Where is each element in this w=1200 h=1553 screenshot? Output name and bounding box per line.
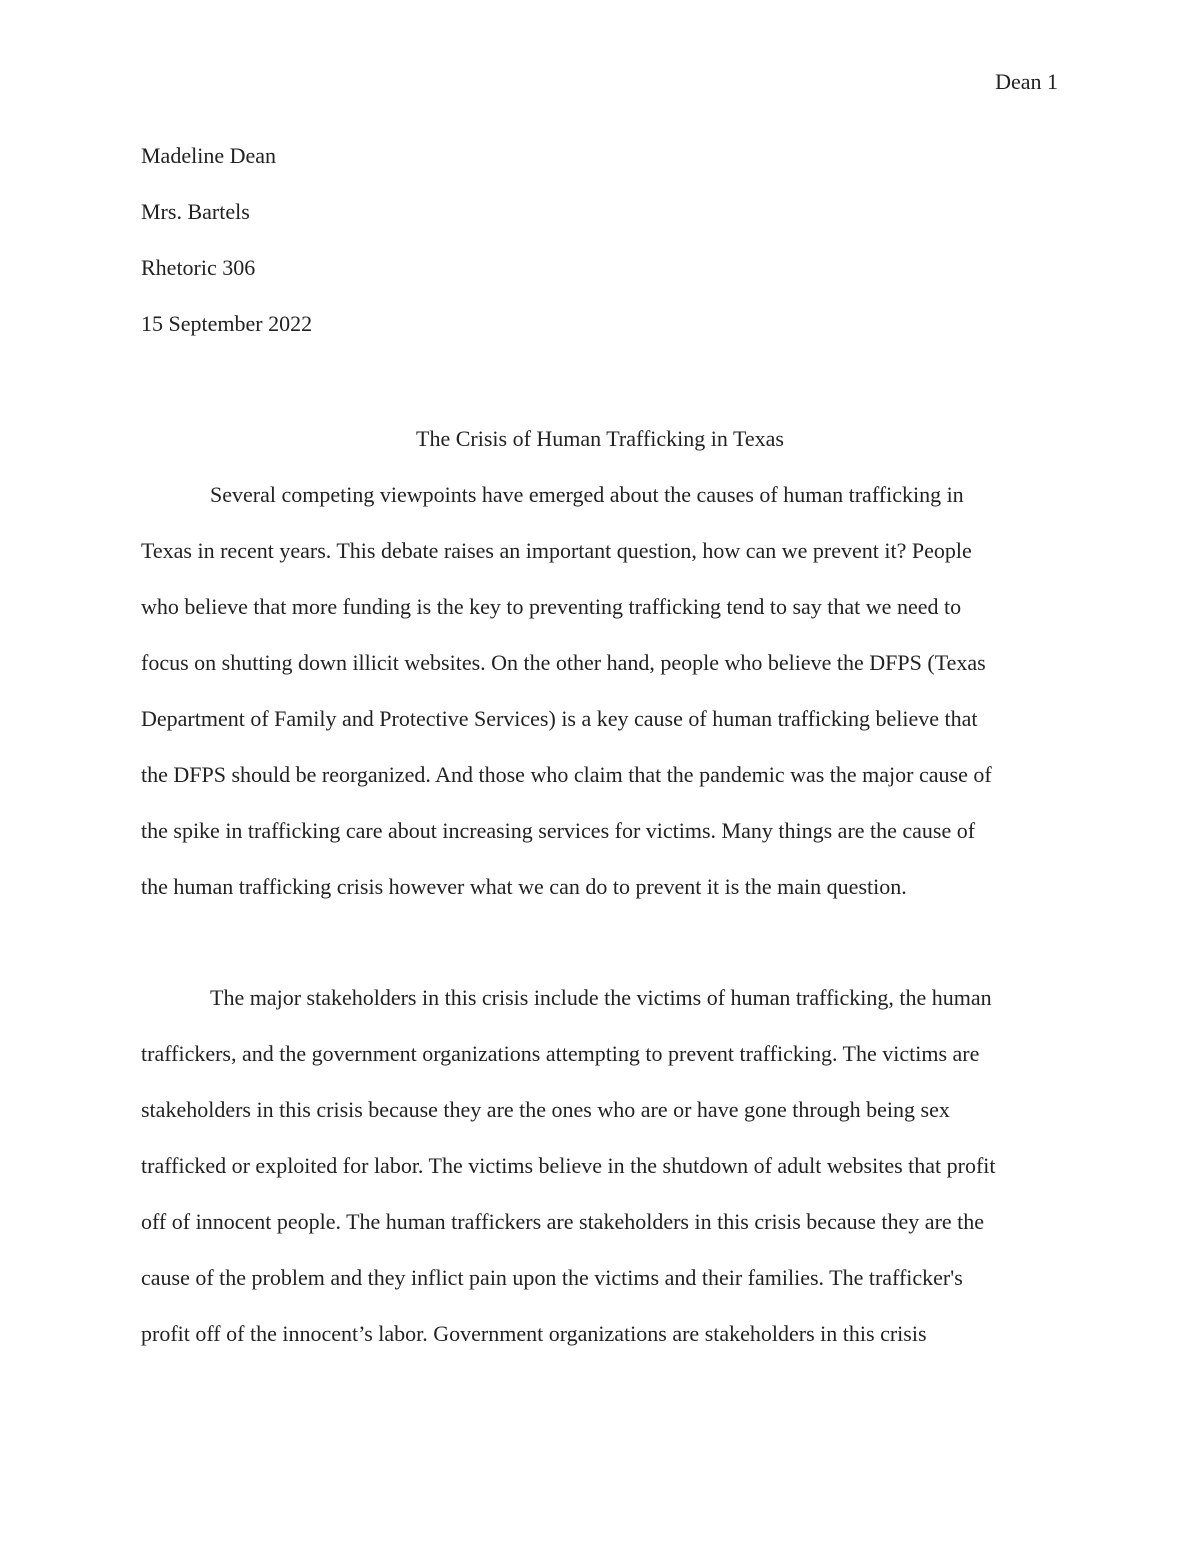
paragraph-line: trafficked or exploited for labor. The victims believe in the shutdown of adult websites that profit	[141, 1153, 996, 1178]
paragraph-line: The major stakeholders in this crisis include the victims of human trafficking, the human	[210, 985, 992, 1010]
paragraph-line: the spike in trafficking care about increasing services for victims. Many things are the cause of	[141, 818, 976, 843]
paragraph-line: Several competing viewpoints have emerged about the causes of human trafficking in	[210, 482, 964, 507]
page-header-label: Dean 1	[995, 69, 1058, 94]
paragraph-line: cause of the problem and they inflict pain upon the victims and their families. The trafficker's	[141, 1265, 963, 1290]
body-paragraph-1	[141, 467, 1059, 915]
mla-heading	[141, 142, 1059, 366]
course-name: Rhetoric 306	[141, 255, 256, 280]
document-title: The Crisis of Human Trafficking in Texas	[416, 426, 784, 451]
paragraph-line: the human trafficking crisis however what we can do to prevent it is the main question.	[141, 874, 907, 899]
author-name: Madeline Dean	[141, 143, 276, 168]
document-date: 15 September 2022	[141, 311, 313, 336]
paragraph-line: traffickers, and the government organizations attempting to prevent trafficking. The victims are	[141, 1041, 980, 1066]
instructor-name: Mrs. Bartels	[141, 199, 250, 224]
paragraph-line: profit off of the innocent’s labor. Government organizations are stakeholders in this crisis	[141, 1321, 927, 1346]
paragraph-line: Texas in recent years. This debate raises an important question, how can we prevent it? People	[141, 538, 972, 563]
body-paragraph-2	[141, 970, 1059, 1362]
paragraph-line: focus on shutting down illicit websites. On the other hand, people who believe the DFPS (Texas	[141, 650, 986, 675]
paragraph-line: the DFPS should be reorganized. And those who claim that the pandemic was the major cause of	[141, 762, 992, 787]
paragraph-line: stakeholders in this crisis because they are the ones who are or have gone through being sex	[141, 1097, 950, 1122]
paragraph-line: Department of Family and Protective Services) is a key cause of human trafficking believe that	[141, 706, 978, 731]
paragraph-line: off of innocent people. The human traffickers are stakeholders in this crisis because they are the	[141, 1209, 985, 1234]
paragraph-line: who believe that more funding is the key to preventing trafficking tend to say that we need to	[141, 594, 962, 619]
